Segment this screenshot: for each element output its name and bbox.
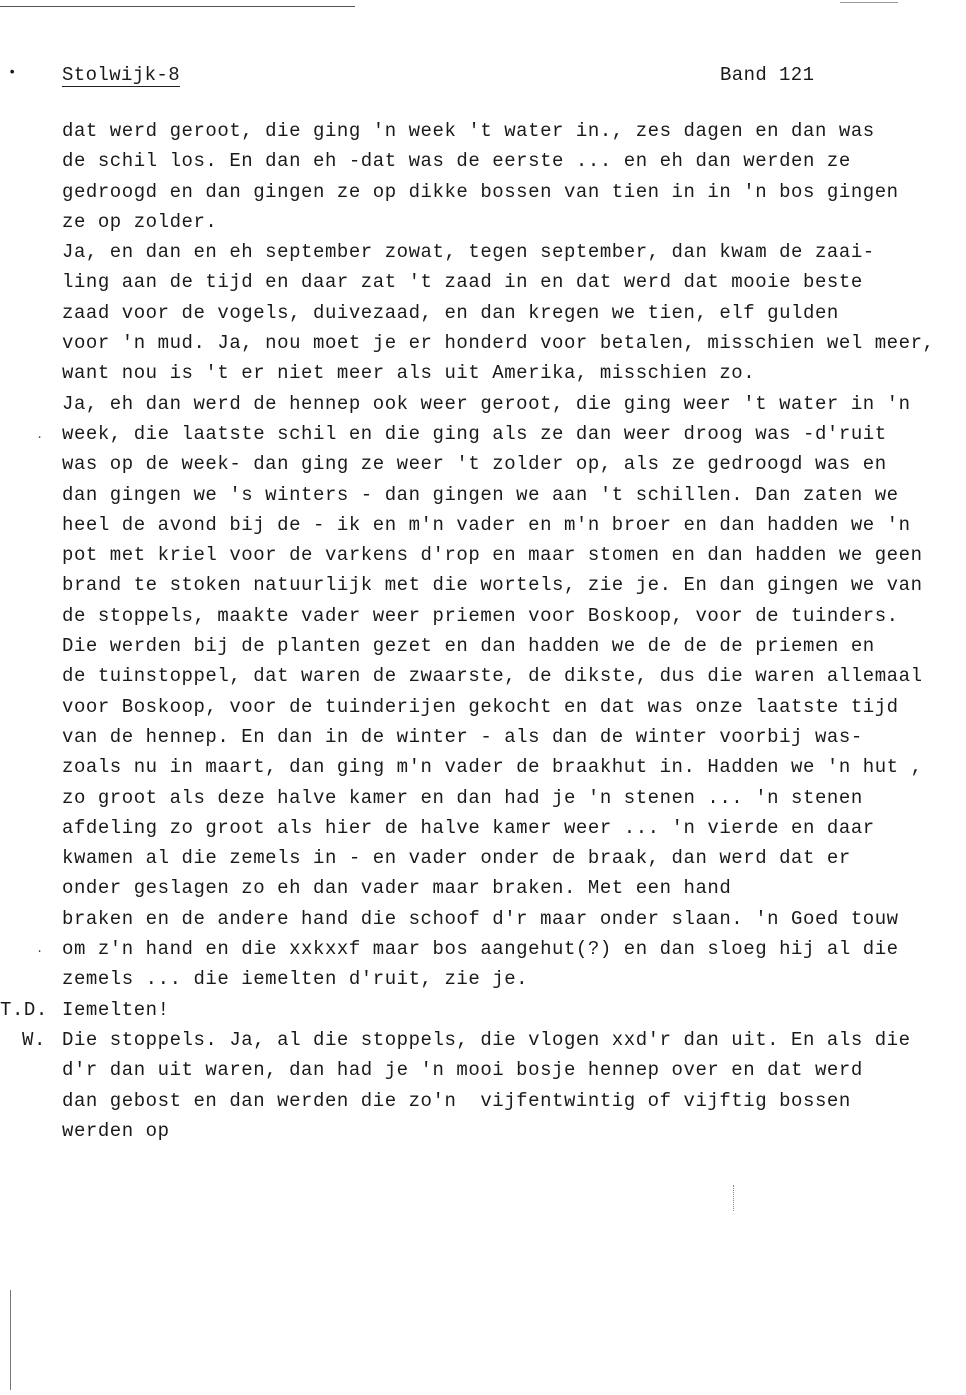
text-line: zoals nu in maart, dan ging m'n vader de braakhut in. Hadden we 'n hut ,: [62, 756, 923, 779]
text-line: dat werd geroot, die ging 'n week 't water in., zes dagen en dan was: [62, 120, 875, 142]
text-line: Ja, en dan en eh september zowat, tegen september, dan kwam de zaai-: [62, 241, 875, 264]
text-line: kwamen al die zemels in - en vader onder de braak, dan werd dat er: [62, 847, 851, 870]
text-line: d'r dan uit waren, dan had je 'n mooi bosje hennep over en dat werd: [62, 1059, 863, 1082]
text-line: zemels ... die iemelten d'ruit, zie je.: [62, 968, 529, 991]
text-line: Ja, eh dan werd de hennep ook weer geroot, die ging weer 't water in 'n: [62, 392, 911, 415]
speaker-label-interviewer: T.D.: [0, 999, 48, 1021]
top-rule-line: [0, 6, 355, 7]
top-rule-line-right: [840, 2, 898, 3]
text-line: van de hennep. En dan in de winter - als dan de winter voorbij was-: [62, 725, 863, 748]
tape-number-heading: Band 121: [720, 64, 815, 86]
text-line: Iemelten!: [62, 998, 170, 1021]
text-line: gedroogd en dan gingen ze op dikke bossen van tien in in 'n bos gingen: [62, 180, 899, 203]
stray-pencil-mark: [733, 1185, 734, 1211]
text-line: zo groot als deze halve kamer en dan had je 'n stenen ... 'n stenen: [62, 786, 863, 809]
text-line: Die werden bij de planten gezet en dan hadden we de de de priemen en: [62, 635, 875, 658]
text-line: dan gingen we 's winters - dan gingen we aan 't schillen. Dan zaten we: [62, 483, 899, 506]
text-line: de stoppels, maakte vader weer priemen voor Boskoop, voor de tuinders.: [62, 604, 899, 627]
text-line: om z'n hand en die xxkxxf maar bos aangehut(?) en dan sloeg hij al die: [62, 938, 899, 961]
margin-bar: [10, 1290, 11, 1390]
text-line: brand te stoken natuurlijk met die wortels, zie je. En dan gingen we van: [62, 574, 923, 597]
margin-mark: .: [36, 428, 44, 442]
text-line: de schil los. En dan eh -dat was de eerste ... en eh dan werden ze: [62, 150, 851, 173]
text-line: pot met kriel voor de varkens d'rop en maar stomen en dan hadden we geen: [62, 544, 923, 567]
transcript-body: [62, 116, 962, 1146]
text-line: Die stoppels. Ja, al die stoppels, die vlogen xxd'r dan uit. En als die: [62, 1028, 911, 1051]
speaker-label-respondent: W.: [22, 1029, 46, 1051]
text-line: braken en de andere hand die schoof d'r maar onder slaan. 'n Goed touw: [62, 907, 899, 930]
text-line: voor Boskoop, voor de tuinderijen gekocht en dat was onze laatste tijd: [62, 695, 899, 718]
margin-mark: .: [36, 942, 44, 956]
text-line: zaad voor de vogels, duivezaad, en dan kregen we tien, elf gulden: [62, 301, 839, 324]
text-line: werden op: [62, 1119, 170, 1142]
text-line: was op de week- dan ging ze weer 't zolder op, als ze gedroogd was en: [62, 453, 887, 476]
text-line: want nou is 't er niet meer als uit Amerika, misschien zo.: [62, 362, 756, 385]
text-line: ling aan de tijd en daar zat 't zaad in en dat werd dat mooie beste: [62, 271, 863, 294]
text-line: ze op zolder.: [62, 210, 218, 233]
text-line: afdeling zo groot als hier de halve kamer weer ... 'n vierde en daar: [62, 816, 875, 839]
text-line: week, die laatste schil en die ging als ze dan weer droog was -d'ruit: [62, 422, 887, 445]
document-location-heading: Stolwijk-8: [62, 64, 181, 86]
margin-bullet: •: [8, 65, 17, 81]
text-line: onder geslagen zo eh dan vader maar braken. Met een hand: [62, 877, 732, 900]
text-line: voor 'n mud. Ja, nou moet je er honderd voor betalen, misschien wel meer,: [62, 332, 935, 355]
text-line: de tuinstoppel, dat waren de zwaarste, de dikste, dus die waren allemaal: [62, 665, 923, 688]
text-line: heel de avond bij de - ik en m'n vader en m'n broer en dan hadden we 'n: [62, 513, 911, 536]
text-line: dan gebost en dan werden die zo'n vijfentwintig of vijftig bossen: [62, 1089, 851, 1112]
